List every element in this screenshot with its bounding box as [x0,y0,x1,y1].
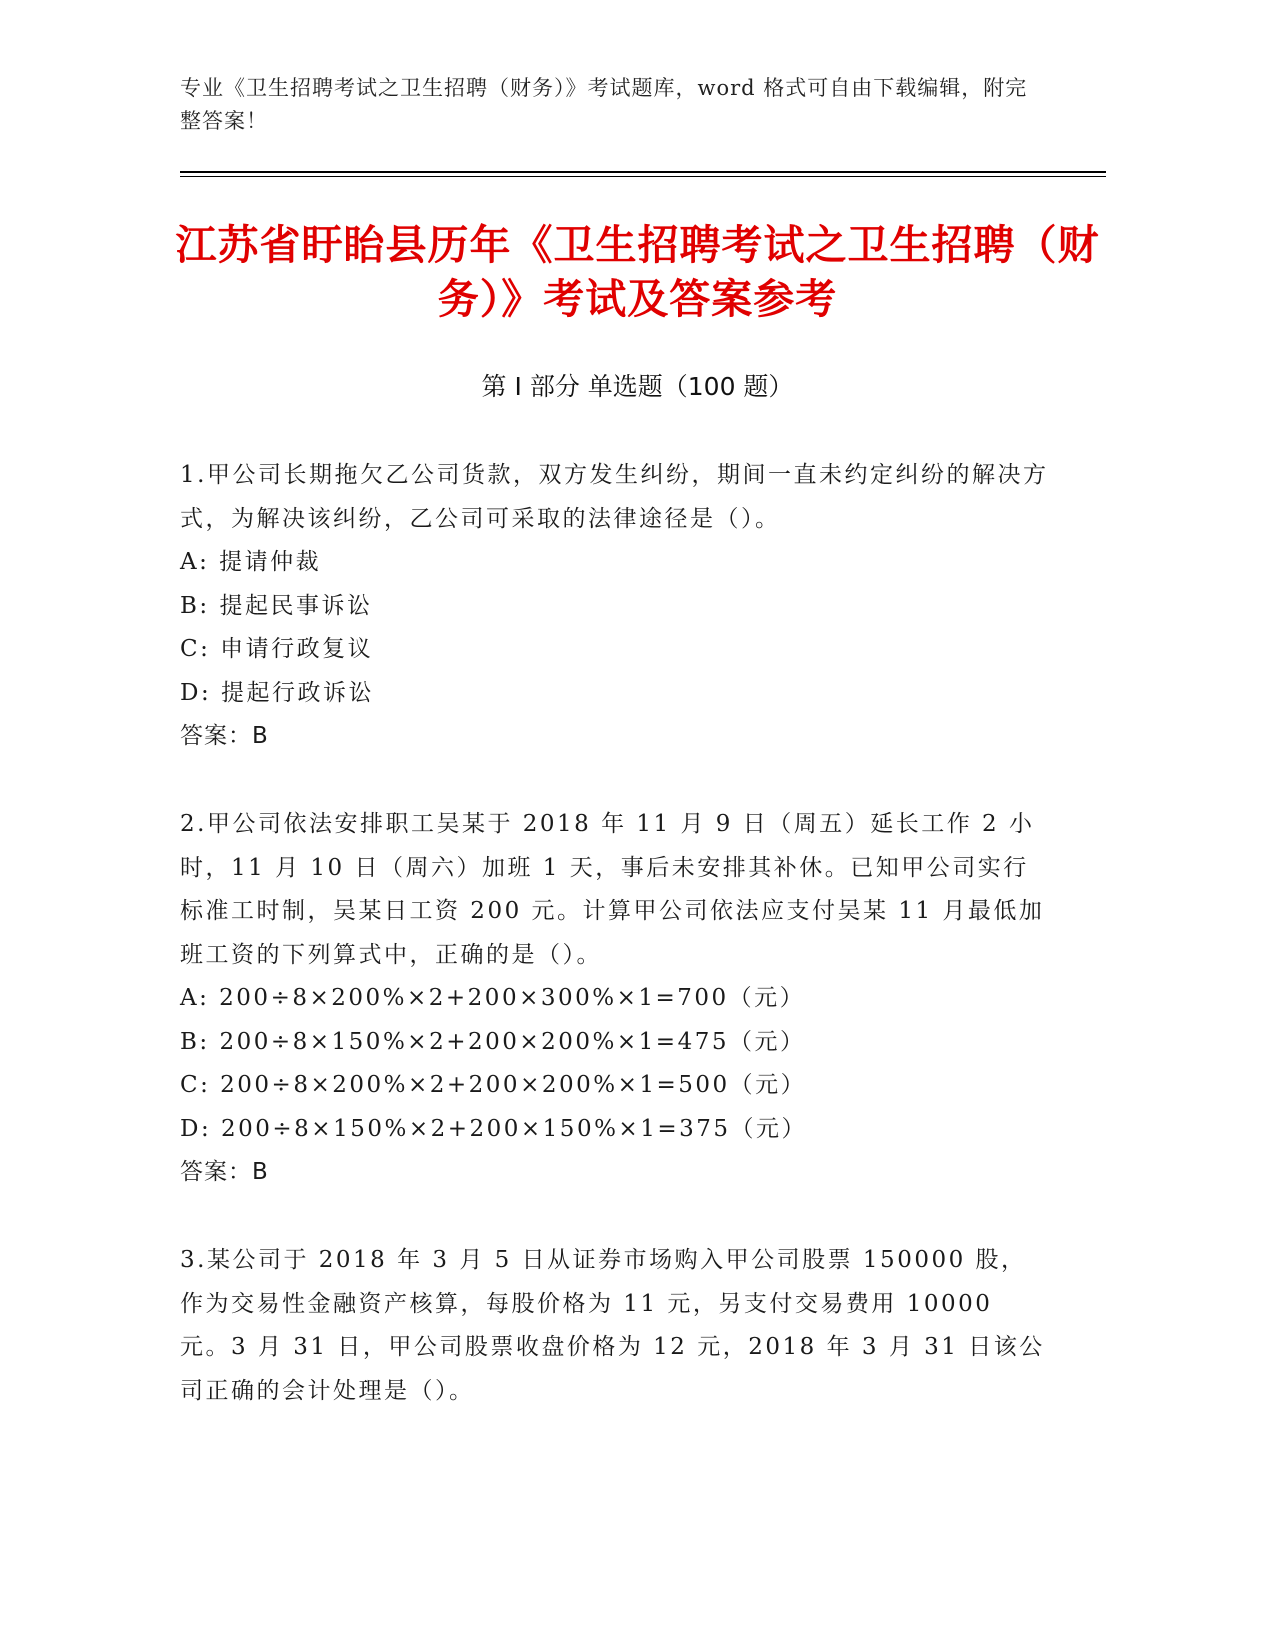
header-note: 专业《卫生招聘考试之卫生招聘（财务）》考试题库，word 格式可自由下载编辑，附完整答案！ [180,76,1028,133]
header-rule-thick [180,171,1106,173]
answer: 答案：B [180,1159,269,1185]
option-d: D: 200÷8×150%×2+200×150%×1=375（元） [180,1115,808,1142]
document-title: 江苏省盱眙县历年《卫生招聘考试之卫生招聘（财务）》考试及答案参考 [175,221,1100,323]
option-a: A: 提请仲裁 [180,549,322,575]
question-text: 1.甲公司长期拖欠乙公司货款，双方发生纠纷，期间一直未约定纠纷的解决方式，为解决该纠纷，乙公司可采取的法律途径是（）。 [180,462,1049,532]
option-d: D: 提起行政诉讼 [180,679,375,706]
section-title: 第 I 部分 单选题（100 题） [481,372,794,401]
question-text: 3.某公司于 2018 年 3 月 5 日从证券市场购入甲公司股票 150000 股，作为交易性金融资产核算，每股价格为 11 元，另支付交易费用 10000 元。3 月 31 日，甲公司股票收盘价格为 12 元，2018 年 3 月 31 日该公司正确的会计处理是（）。 [180,1247,1045,1404]
question-text: 2.甲公司依法安排职工吴某于 2018 年 11 月 9 日（周五）延长工作 2 小时，11 月 10 日（周六）加班 1 天，事后未安排其补休。已知甲公司实行标准工时制，吴某日工资 200 元。计算甲公司依法应支付吴某 11 月最低加班工资的下列算式中，正确的是（）。 [180,811,1045,968]
question-1 [180,454,1050,759]
option-c: C: 申请行政复议 [180,636,374,662]
question-3 [180,1239,1050,1413]
option-b: B: 200÷8×150%×2+200×200%×1=475（元） [180,1028,806,1055]
option-b: B: 提起民事诉讼 [180,592,373,619]
header-rule-thin [180,176,1106,177]
option-a: A: 200÷8×200%×2+200×300%×1=700（元） [180,985,806,1011]
question-2 [180,803,1050,1195]
answer: 答案：B [180,723,269,749]
option-c: C: 200÷8×200%×2+200×200%×1=500（元） [180,1072,807,1098]
